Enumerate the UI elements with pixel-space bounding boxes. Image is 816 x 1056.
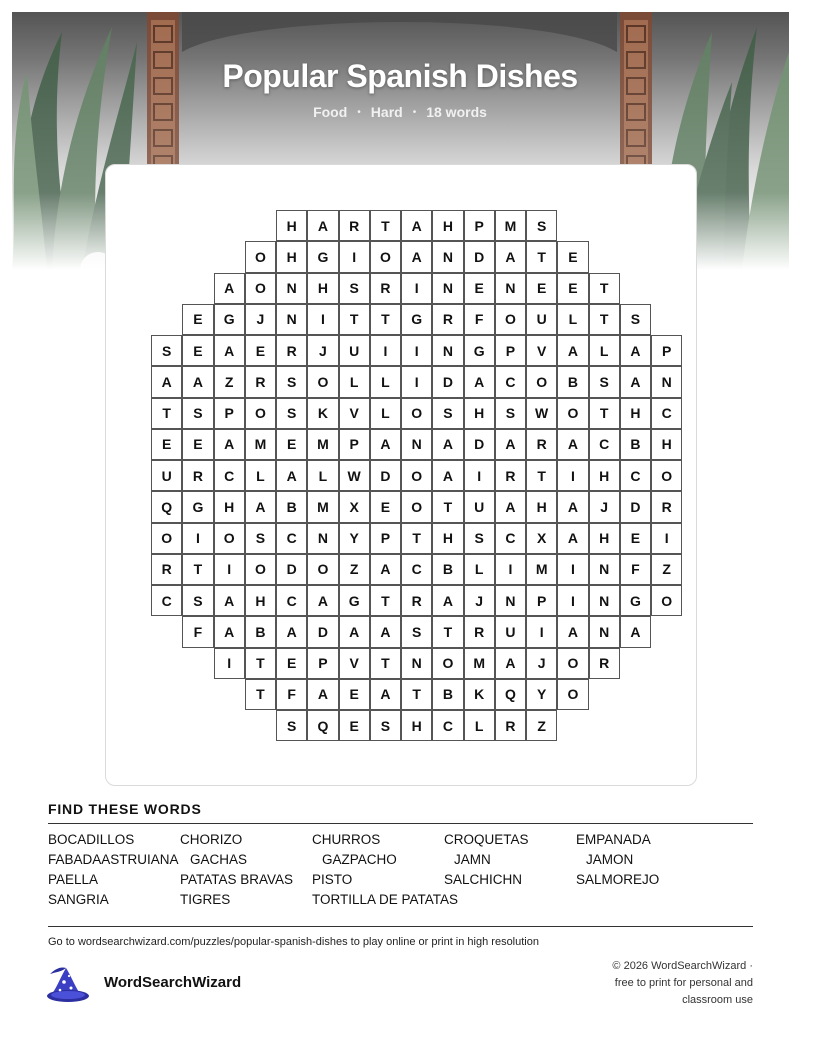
- grid-cell[interactable]: E: [526, 273, 557, 304]
- grid-cell[interactable]: S: [276, 366, 307, 397]
- word-list-item: SALCHICHN: [444, 872, 523, 887]
- grid-cell[interactable]: U: [526, 304, 557, 335]
- grid-cell[interactable]: U: [151, 460, 182, 491]
- grid-cell[interactable]: B: [276, 491, 307, 522]
- grid-cell[interactable]: O: [495, 304, 526, 335]
- word-list-item: PAELLA: [48, 872, 99, 887]
- grid-cell[interactable]: H: [432, 210, 463, 241]
- copyright-line: © 2026 WordSearchWizard ·: [612, 960, 753, 972]
- grid-cell[interactable]: G: [339, 585, 370, 616]
- grid-cell[interactable]: H: [464, 398, 495, 429]
- grid-cell[interactable]: O: [401, 460, 432, 491]
- grid-cell[interactable]: A: [307, 585, 338, 616]
- grid-cell[interactable]: E: [339, 679, 370, 710]
- grid-cell[interactable]: D: [620, 491, 651, 522]
- grid-cell[interactable]: N: [276, 304, 307, 335]
- grid-cell[interactable]: A: [276, 460, 307, 491]
- grid-cell[interactable]: U: [495, 616, 526, 647]
- grid-cell[interactable]: R: [651, 491, 682, 522]
- grid-cell[interactable]: L: [464, 710, 495, 741]
- grid-cell[interactable]: Q: [495, 679, 526, 710]
- grid-cell[interactable]: C: [151, 585, 182, 616]
- brand-name: WordSearchWizard: [104, 974, 242, 991]
- grid-cell[interactable]: L: [370, 398, 401, 429]
- grid-cell[interactable]: R: [464, 616, 495, 647]
- grid-cell[interactable]: L: [339, 366, 370, 397]
- grid-cell[interactable]: T: [370, 304, 401, 335]
- grid-cell[interactable]: I: [401, 335, 432, 366]
- grid-cell[interactable]: A: [307, 679, 338, 710]
- grid-cell[interactable]: A: [557, 523, 588, 554]
- grid-cell[interactable]: N: [276, 273, 307, 304]
- grid-cell[interactable]: C: [276, 585, 307, 616]
- grid-cell[interactable]: D: [464, 241, 495, 272]
- grid-cell[interactable]: H: [432, 523, 463, 554]
- grid-cell[interactable]: A: [276, 616, 307, 647]
- grid-cell[interactable]: Z: [339, 554, 370, 585]
- grid-cell[interactable]: I: [495, 554, 526, 585]
- grid-cell[interactable]: E: [370, 491, 401, 522]
- grid-cell[interactable]: R: [182, 460, 213, 491]
- grid-cell[interactable]: N: [495, 273, 526, 304]
- copyright-notice: [533, 958, 753, 1009]
- grid-cell[interactable]: R: [526, 429, 557, 460]
- puzzle-card: [105, 164, 697, 786]
- grid-cell[interactable]: W: [339, 460, 370, 491]
- grid-cell[interactable]: S: [151, 335, 182, 366]
- grid-cell[interactable]: O: [307, 366, 338, 397]
- grid-cell[interactable]: U: [339, 335, 370, 366]
- word-list-item: PISTO: [312, 872, 353, 887]
- grid-cell[interactable]: A: [370, 616, 401, 647]
- grid-cell[interactable]: Q: [307, 710, 338, 741]
- grid-cell[interactable]: H: [401, 710, 432, 741]
- grid-cell[interactable]: U: [464, 491, 495, 522]
- word-list-item: JAMON: [586, 852, 634, 867]
- grid-cell[interactable]: P: [339, 429, 370, 460]
- grid-cell[interactable]: R: [151, 554, 182, 585]
- divider: [48, 926, 753, 927]
- grid-cell[interactable]: T: [432, 491, 463, 522]
- grid-cell[interactable]: A: [557, 335, 588, 366]
- grid-cell[interactable]: S: [182, 585, 213, 616]
- grid-cell[interactable]: H: [276, 210, 307, 241]
- grid-cell[interactable]: H: [651, 429, 682, 460]
- grid-cell[interactable]: I: [214, 648, 245, 679]
- grid-cell[interactable]: I: [214, 554, 245, 585]
- grid-cell[interactable]: H: [620, 398, 651, 429]
- grid-cell[interactable]: A: [620, 335, 651, 366]
- grid-cell[interactable]: S: [432, 398, 463, 429]
- grid-cell[interactable]: O: [401, 491, 432, 522]
- grid-cell[interactable]: L: [557, 304, 588, 335]
- grid-cell[interactable]: B: [432, 554, 463, 585]
- grid-cell[interactable]: T: [151, 398, 182, 429]
- grid-cell[interactable]: T: [245, 679, 276, 710]
- grid-cell[interactable]: O: [151, 523, 182, 554]
- grid-cell[interactable]: T: [589, 304, 620, 335]
- grid-cell[interactable]: P: [307, 648, 338, 679]
- grid-cell[interactable]: J: [307, 335, 338, 366]
- grid-cell[interactable]: H: [589, 460, 620, 491]
- grid-cell[interactable]: I: [401, 366, 432, 397]
- grid-cell[interactable]: G: [464, 335, 495, 366]
- grid-cell[interactable]: N: [432, 241, 463, 272]
- grid-cell[interactable]: H: [589, 523, 620, 554]
- grid-cell[interactable]: P: [651, 335, 682, 366]
- grid-cell[interactable]: S: [370, 710, 401, 741]
- grid-cell[interactable]: B: [245, 616, 276, 647]
- grid-cell[interactable]: E: [182, 304, 213, 335]
- grid-cell[interactable]: D: [307, 616, 338, 647]
- grid-cell[interactable]: T: [526, 460, 557, 491]
- grid-cell[interactable]: H: [245, 585, 276, 616]
- grid-cell[interactable]: N: [589, 585, 620, 616]
- grid-cell[interactable]: M: [526, 554, 557, 585]
- grid-cell[interactable]: X: [526, 523, 557, 554]
- grid-cell[interactable]: O: [245, 241, 276, 272]
- grid-cell[interactable]: O: [432, 648, 463, 679]
- grid-cell[interactable]: A: [370, 679, 401, 710]
- grid-cell[interactable]: I: [526, 616, 557, 647]
- grid-cell[interactable]: M: [495, 210, 526, 241]
- grid-cell[interactable]: T: [401, 679, 432, 710]
- grid-cell[interactable]: T: [245, 648, 276, 679]
- grid-cell[interactable]: L: [464, 554, 495, 585]
- grid-cell[interactable]: A: [620, 366, 651, 397]
- grid-cell[interactable]: A: [182, 366, 213, 397]
- grid-cell[interactable]: O: [245, 398, 276, 429]
- grid-cell[interactable]: I: [339, 241, 370, 272]
- word-list-item: GAZPACHO: [322, 852, 397, 867]
- grid-cell[interactable]: T: [370, 210, 401, 241]
- grid-cell[interactable]: P: [214, 398, 245, 429]
- grid-cell[interactable]: P: [464, 210, 495, 241]
- grid-cell[interactable]: E: [151, 429, 182, 460]
- grid-cell[interactable]: A: [214, 616, 245, 647]
- grid-cell[interactable]: A: [557, 429, 588, 460]
- grid-cell[interactable]: E: [557, 273, 588, 304]
- word-list-item: BOCADILLOS: [48, 832, 135, 847]
- grid-cell[interactable]: A: [432, 460, 463, 491]
- word-list-item: FABADAASTRUIANA: [48, 852, 179, 867]
- grid-cell[interactable]: A: [307, 210, 338, 241]
- grid-cell[interactable]: H: [526, 491, 557, 522]
- word-list-item: EMPANADA: [576, 832, 651, 847]
- grid-cell[interactable]: S: [339, 273, 370, 304]
- grid-cell[interactable]: O: [214, 523, 245, 554]
- grid-cell[interactable]: I: [557, 554, 588, 585]
- grid-cell[interactable]: J: [589, 491, 620, 522]
- grid-cell[interactable]: W: [526, 398, 557, 429]
- word-list-item: PATATAS BRAVAS: [180, 872, 294, 887]
- grid-cell[interactable]: A: [495, 241, 526, 272]
- grid-cell[interactable]: H: [276, 241, 307, 272]
- grid-cell[interactable]: L: [245, 460, 276, 491]
- grid-cell[interactable]: E: [182, 429, 213, 460]
- grid-cell[interactable]: I: [401, 273, 432, 304]
- grid-cell[interactable]: R: [339, 210, 370, 241]
- grid-cell[interactable]: O: [245, 273, 276, 304]
- grid-cell[interactable]: E: [276, 429, 307, 460]
- grid-cell[interactable]: A: [370, 429, 401, 460]
- grid-cell[interactable]: E: [182, 335, 213, 366]
- grid-cell[interactable]: E: [620, 523, 651, 554]
- grid-cell[interactable]: O: [557, 648, 588, 679]
- grid-cell[interactable]: N: [432, 335, 463, 366]
- grid-cell[interactable]: S: [589, 366, 620, 397]
- grid-cell[interactable]: S: [276, 710, 307, 741]
- grid-cell[interactable]: M: [464, 648, 495, 679]
- grid-cell[interactable]: A: [557, 491, 588, 522]
- grid-cell[interactable]: L: [307, 460, 338, 491]
- grid-cell[interactable]: C: [401, 554, 432, 585]
- grid-cell[interactable]: N: [589, 554, 620, 585]
- divider: [48, 823, 753, 824]
- grid-cell[interactable]: B: [432, 679, 463, 710]
- grid-cell[interactable]: R: [589, 648, 620, 679]
- grid-cell[interactable]: A: [214, 273, 245, 304]
- grid-cell[interactable]: D: [464, 429, 495, 460]
- grid-cell[interactable]: G: [214, 304, 245, 335]
- grid-cell[interactable]: K: [464, 679, 495, 710]
- grid-cell[interactable]: S: [245, 523, 276, 554]
- grid-cell[interactable]: I: [557, 460, 588, 491]
- separator-dot: •: [357, 107, 361, 118]
- grid-cell[interactable]: A: [370, 554, 401, 585]
- footer-link-text[interactable]: Go to wordsearchwizard.com/puzzles/popular-spanish-dishes to play online or print in high resolution: [48, 936, 539, 948]
- grid-cell[interactable]: M: [245, 429, 276, 460]
- grid-cell[interactable]: M: [307, 429, 338, 460]
- grid-cell[interactable]: R: [370, 273, 401, 304]
- grid-cell[interactable]: P: [370, 523, 401, 554]
- grid-cell[interactable]: T: [339, 304, 370, 335]
- grid-cell[interactable]: C: [276, 523, 307, 554]
- grid-cell[interactable]: I: [651, 523, 682, 554]
- grid-cell[interactable]: T: [370, 585, 401, 616]
- grid-cell[interactable]: G: [620, 585, 651, 616]
- word-list-item: CHORIZO: [180, 832, 243, 847]
- grid-cell[interactable]: P: [495, 335, 526, 366]
- grid-cell[interactable]: T: [432, 616, 463, 647]
- grid-cell[interactable]: C: [495, 523, 526, 554]
- word-list-item: CHURROS: [312, 832, 381, 847]
- grid-cell[interactable]: V: [339, 398, 370, 429]
- grid-cell[interactable]: X: [339, 491, 370, 522]
- grid-cell[interactable]: A: [557, 616, 588, 647]
- grid-cell[interactable]: F: [276, 679, 307, 710]
- page-title: Popular Spanish Dishes: [222, 58, 578, 94]
- grid-cell[interactable]: O: [307, 554, 338, 585]
- grid-cell[interactable]: D: [370, 460, 401, 491]
- grid-cell[interactable]: D: [276, 554, 307, 585]
- grid-cell[interactable]: A: [401, 241, 432, 272]
- grid-cell[interactable]: T: [401, 523, 432, 554]
- word-count-label: 18 words: [426, 104, 487, 120]
- grid-cell[interactable]: Y: [526, 679, 557, 710]
- word-list-heading: FIND THESE WORDS: [48, 801, 202, 817]
- grid-cell[interactable]: O: [526, 366, 557, 397]
- grid-cell[interactable]: Z: [526, 710, 557, 741]
- grid-cell[interactable]: S: [495, 398, 526, 429]
- grid-cell[interactable]: O: [651, 585, 682, 616]
- grid-cell[interactable]: I: [557, 585, 588, 616]
- word-list-item: SALMOREJO: [576, 872, 660, 887]
- grid-cell[interactable]: R: [432, 304, 463, 335]
- grid-cell[interactable]: H: [214, 491, 245, 522]
- grid-cell[interactable]: S: [464, 523, 495, 554]
- grid-cell[interactable]: T: [589, 273, 620, 304]
- grid-cell[interactable]: C: [214, 460, 245, 491]
- word-list-item: GACHAS: [190, 852, 248, 867]
- grid-cell[interactable]: O: [651, 460, 682, 491]
- grid-cell[interactable]: J: [464, 585, 495, 616]
- grid-cell[interactable]: J: [526, 648, 557, 679]
- grid-cell[interactable]: B: [620, 429, 651, 460]
- grid-cell[interactable]: L: [370, 366, 401, 397]
- grid-cell[interactable]: N: [401, 429, 432, 460]
- grid-cell[interactable]: R: [245, 366, 276, 397]
- grid-cell[interactable]: A: [432, 585, 463, 616]
- grid-cell[interactable]: S: [401, 616, 432, 647]
- license-line: classroom use: [682, 994, 753, 1006]
- grid-cell[interactable]: O: [370, 241, 401, 272]
- grid-cell[interactable]: G: [182, 491, 213, 522]
- grid-cell[interactable]: E: [557, 241, 588, 272]
- grid-cell[interactable]: V: [526, 335, 557, 366]
- grid-cell[interactable]: N: [589, 616, 620, 647]
- grid-cell[interactable]: A: [214, 585, 245, 616]
- grid-cell[interactable]: T: [370, 648, 401, 679]
- grid-cell[interactable]: R: [495, 460, 526, 491]
- grid-cell[interactable]: T: [526, 241, 557, 272]
- grid-cell[interactable]: E: [339, 710, 370, 741]
- grid-cell[interactable]: N: [651, 366, 682, 397]
- grid-cell[interactable]: A: [495, 648, 526, 679]
- grid-cell[interactable]: I: [182, 523, 213, 554]
- grid-cell[interactable]: R: [495, 710, 526, 741]
- grid-cell[interactable]: D: [432, 366, 463, 397]
- grid-cell[interactable]: A: [339, 616, 370, 647]
- difficulty-label: Hard: [370, 104, 403, 120]
- category-label: Food: [313, 104, 348, 120]
- grid-cell[interactable]: S: [182, 398, 213, 429]
- grid-cell[interactable]: A: [620, 616, 651, 647]
- grid-cell[interactable]: V: [339, 648, 370, 679]
- grid-cell[interactable]: L: [589, 335, 620, 366]
- grid-cell[interactable]: N: [307, 523, 338, 554]
- grid-cell[interactable]: S: [620, 304, 651, 335]
- puzzle-meta: [0, 104, 800, 120]
- grid-cell[interactable]: A: [151, 366, 182, 397]
- grid-cell[interactable]: C: [651, 398, 682, 429]
- grid-cell[interactable]: A: [464, 366, 495, 397]
- grid-cell[interactable]: Y: [339, 523, 370, 554]
- grid-cell[interactable]: E: [276, 648, 307, 679]
- grid-cell[interactable]: T: [589, 398, 620, 429]
- grid-cell[interactable]: I: [370, 335, 401, 366]
- grid-cell[interactable]: R: [276, 335, 307, 366]
- wizard-hat-icon: [46, 964, 92, 1004]
- grid-cell[interactable]: J: [245, 304, 276, 335]
- license-line: free to print for personal and: [614, 977, 753, 989]
- grid-cell[interactable]: O: [245, 554, 276, 585]
- grid-cell[interactable]: H: [307, 273, 338, 304]
- grid-cell[interactable]: N: [401, 648, 432, 679]
- grid-cell[interactable]: A: [214, 429, 245, 460]
- grid-cell[interactable]: O: [557, 679, 588, 710]
- grid-cell[interactable]: G: [401, 304, 432, 335]
- grid-cell[interactable]: A: [495, 491, 526, 522]
- grid-cell[interactable]: B: [557, 366, 588, 397]
- grid-cell[interactable]: C: [620, 460, 651, 491]
- grid-cell[interactable]: C: [589, 429, 620, 460]
- grid-cell[interactable]: E: [464, 273, 495, 304]
- grid-cell[interactable]: M: [307, 491, 338, 522]
- grid-cell[interactable]: C: [432, 710, 463, 741]
- grid-cell[interactable]: Z: [651, 554, 682, 585]
- word-list-item: SANGRIA: [48, 892, 109, 907]
- grid-cell[interactable]: S: [526, 210, 557, 241]
- grid-cell[interactable]: F: [620, 554, 651, 585]
- grid-cell[interactable]: Z: [214, 366, 245, 397]
- grid-cell[interactable]: E: [245, 335, 276, 366]
- grid-cell[interactable]: N: [495, 585, 526, 616]
- grid-cell[interactable]: A: [245, 491, 276, 522]
- grid-cell[interactable]: F: [464, 304, 495, 335]
- grid-cell[interactable]: S: [276, 398, 307, 429]
- grid-cell[interactable]: I: [464, 460, 495, 491]
- grid-cell[interactable]: P: [526, 585, 557, 616]
- grid-cell[interactable]: I: [307, 304, 338, 335]
- grid-cell[interactable]: Q: [151, 491, 182, 522]
- grid-cell[interactable]: G: [307, 241, 338, 272]
- grid-cell[interactable]: A: [432, 429, 463, 460]
- word-list-item: TIGRES: [180, 892, 231, 907]
- word-list-item: CROQUETAS: [444, 832, 529, 847]
- grid-cell[interactable]: F: [182, 616, 213, 647]
- grid-cell[interactable]: A: [214, 335, 245, 366]
- word-list-item: JAMN: [454, 852, 491, 867]
- grid-cell[interactable]: R: [401, 585, 432, 616]
- grid-cell[interactable]: A: [401, 210, 432, 241]
- grid-cell[interactable]: T: [182, 554, 213, 585]
- word-list-item: TORTILLA DE PATATAS: [312, 892, 459, 907]
- grid-cell[interactable]: A: [495, 429, 526, 460]
- grid-cell[interactable]: O: [401, 398, 432, 429]
- grid-cell[interactable]: N: [432, 273, 463, 304]
- grid-cell[interactable]: O: [557, 398, 588, 429]
- grid-cell[interactable]: C: [495, 366, 526, 397]
- grid-cell[interactable]: K: [307, 398, 338, 429]
- separator-dot: •: [412, 107, 417, 118]
